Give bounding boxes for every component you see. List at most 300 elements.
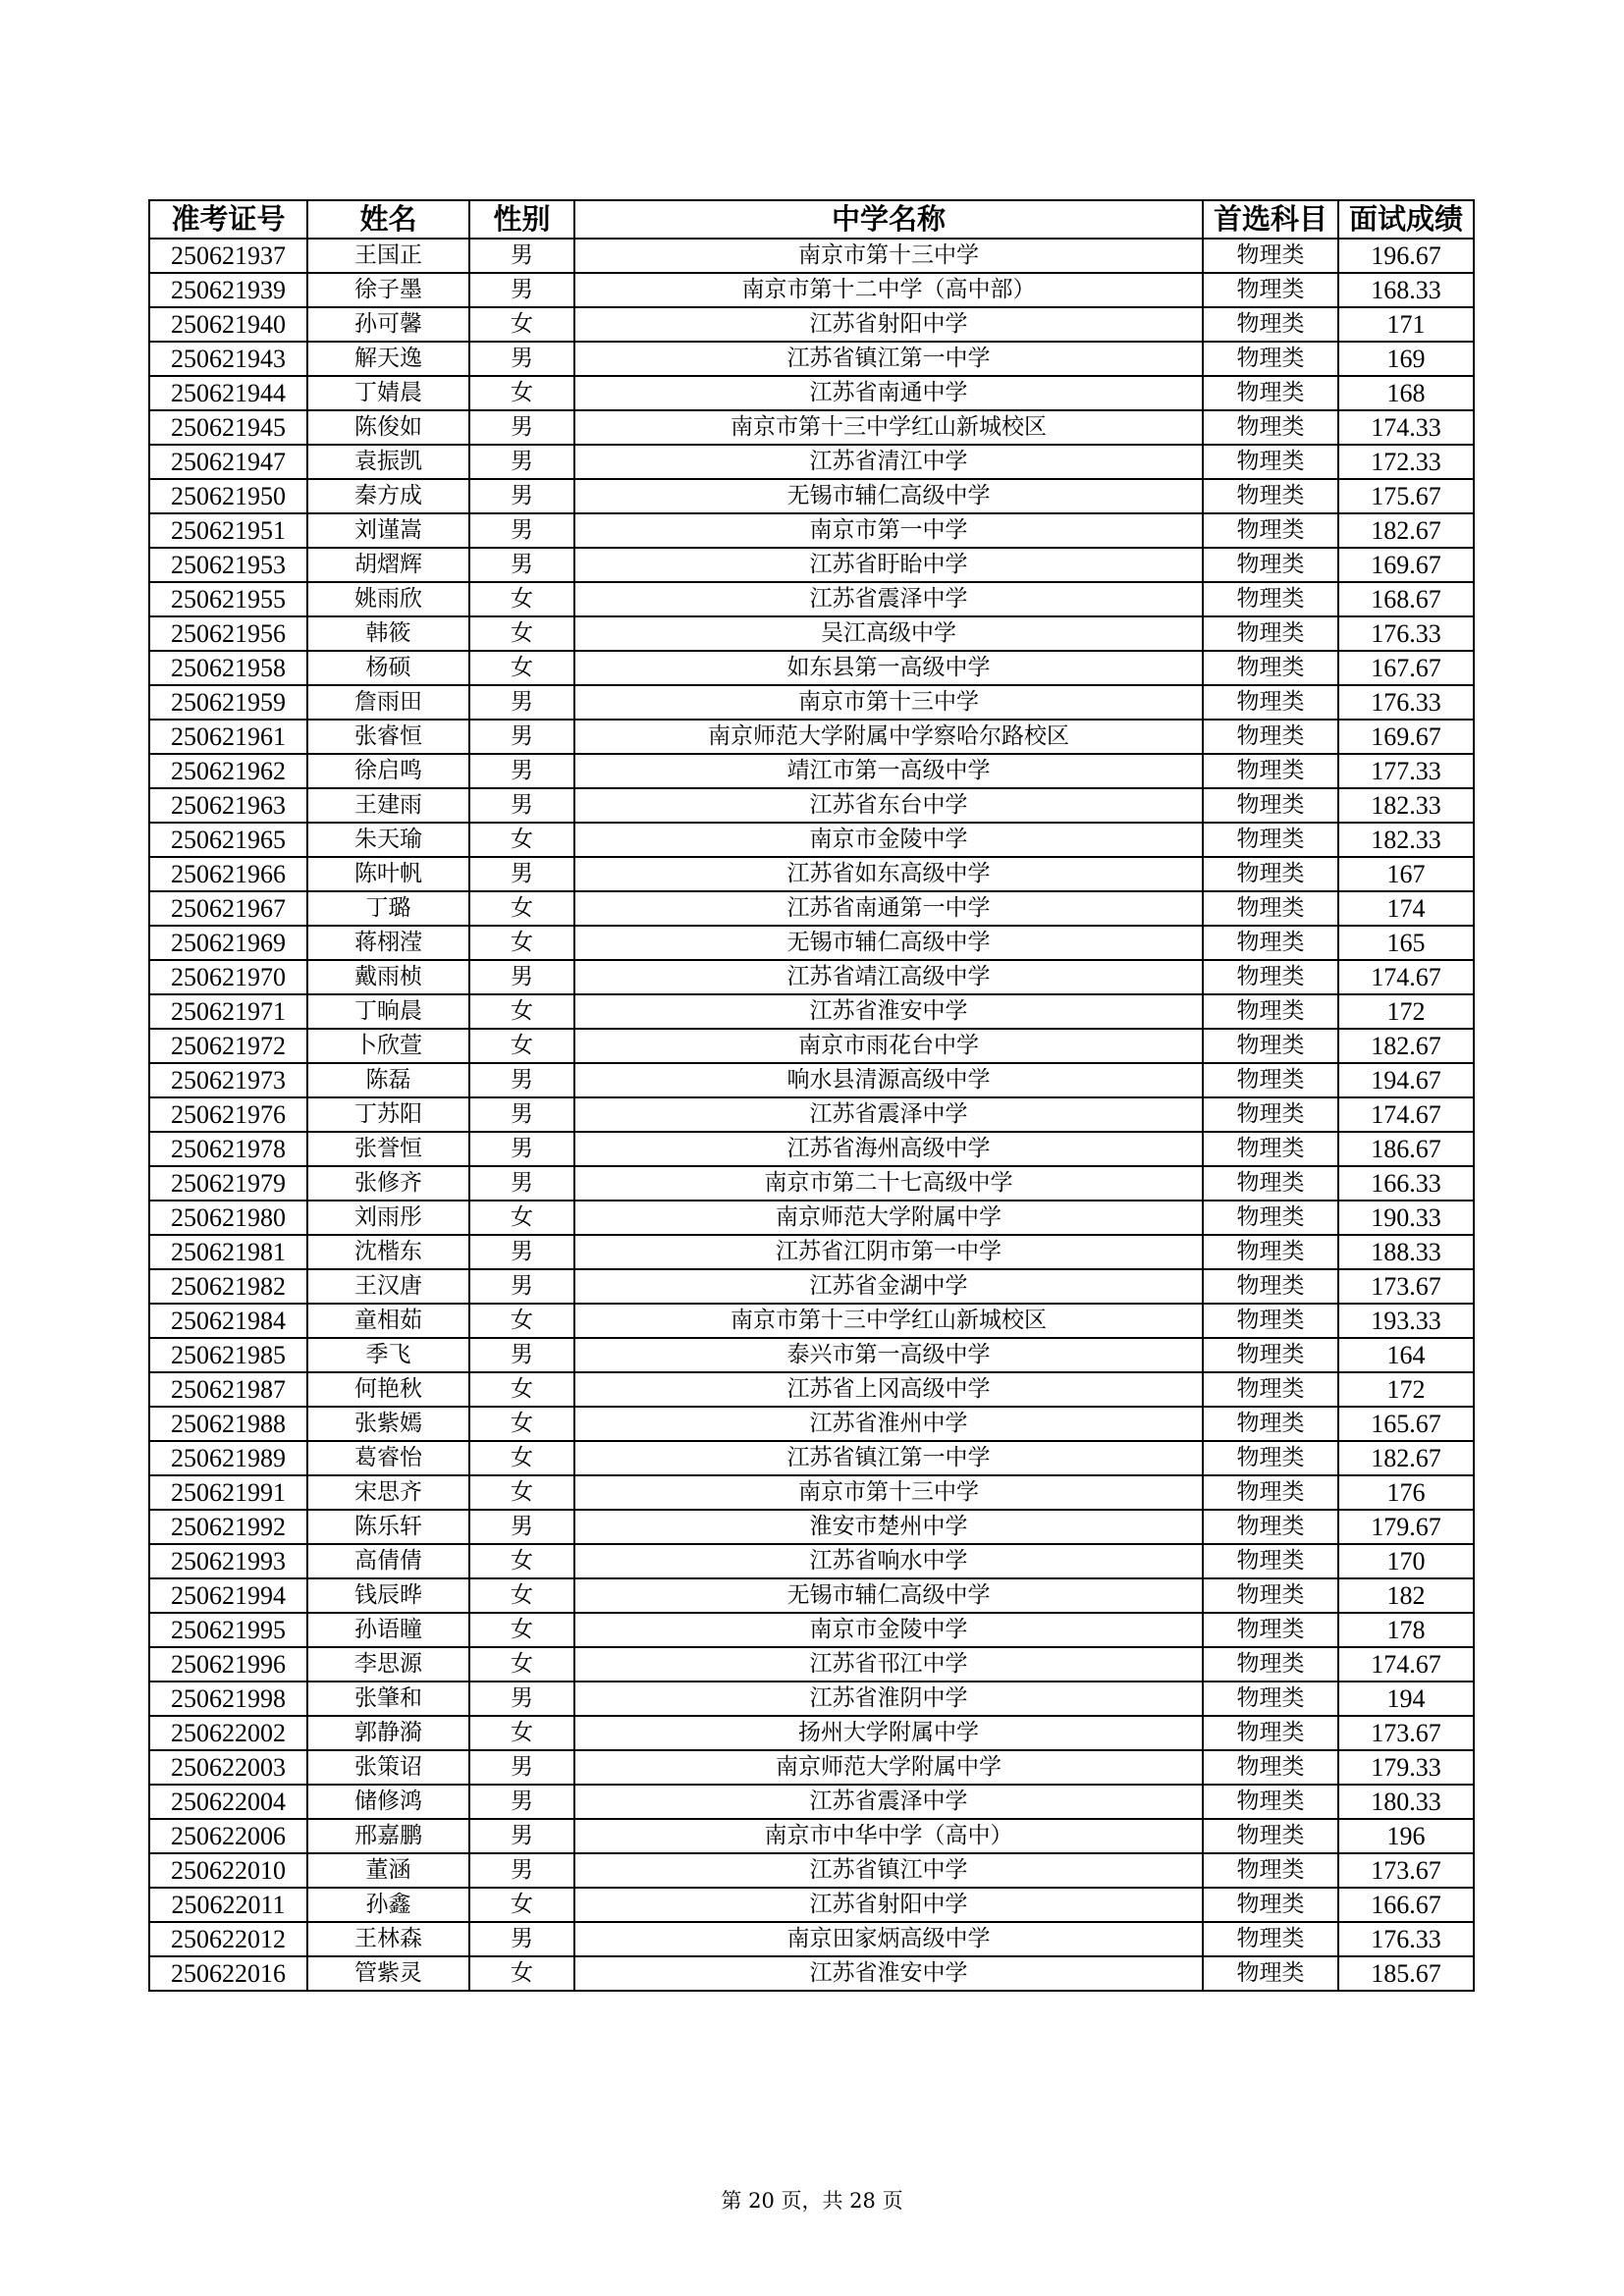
gender-cell: 男: [469, 410, 574, 445]
table-row: [149, 1922, 1474, 1956]
exam-id-cell: 250621978: [149, 1132, 307, 1166]
subject-cell: 物理类: [1203, 1888, 1338, 1922]
subject-cell: 物理类: [1203, 1785, 1338, 1819]
score-cell: 175.67: [1338, 479, 1474, 513]
exam-id-cell: 250621953: [149, 548, 307, 582]
score-cell: 179.67: [1338, 1510, 1474, 1544]
name-cell: 蒋栩滢: [307, 926, 469, 960]
gender-cell: 女: [469, 651, 574, 685]
exam-id-cell: 250621972: [149, 1029, 307, 1063]
school-cell: 江苏省东台中学: [574, 788, 1203, 823]
score-cell: 172.33: [1338, 445, 1474, 479]
school-cell: 泰兴市第一高级中学: [574, 1338, 1203, 1372]
gender-cell: 男: [469, 513, 574, 548]
exam-id-cell: 250621993: [149, 1544, 307, 1578]
school-cell: 江苏省如东高级中学: [574, 857, 1203, 891]
gender-cell: 女: [469, 1578, 574, 1613]
school-cell: 江苏省上冈高级中学: [574, 1372, 1203, 1407]
school-cell: 江苏省盱眙中学: [574, 548, 1203, 582]
gender-cell: 女: [469, 994, 574, 1029]
school-cell: 南京师范大学附属中学: [574, 1750, 1203, 1785]
table-row: [149, 1578, 1474, 1613]
score-cell: 174.67: [1338, 1097, 1474, 1132]
name-cell: 姚雨欣: [307, 582, 469, 616]
school-cell: 江苏省淮安中学: [574, 994, 1203, 1029]
gender-cell: 女: [469, 1201, 574, 1235]
table-row: [149, 410, 1474, 445]
gender-cell: 男: [469, 1166, 574, 1201]
score-cell: 190.33: [1338, 1201, 1474, 1235]
school-cell: 南京师范大学附属中学察哈尔路校区: [574, 720, 1203, 754]
table-row: [149, 1166, 1474, 1201]
school-cell: 南京市第一中学: [574, 513, 1203, 548]
table-row: [149, 1956, 1474, 1991]
score-cell: 172: [1338, 1372, 1474, 1407]
gender-cell: 男: [469, 1063, 574, 1097]
name-cell: 徐子墨: [307, 273, 469, 307]
school-cell: 南京田家炳高级中学: [574, 1922, 1203, 1956]
score-cell: 186.67: [1338, 1132, 1474, 1166]
name-cell: 管紫灵: [307, 1956, 469, 1991]
school-cell: 江苏省清江中学: [574, 445, 1203, 479]
subject-cell: 物理类: [1203, 1510, 1338, 1544]
school-cell: 江苏省邗江中学: [574, 1647, 1203, 1682]
subject-cell: 物理类: [1203, 376, 1338, 410]
table-row: [149, 823, 1474, 857]
name-cell: 王林森: [307, 1922, 469, 1956]
score-cell: 169.67: [1338, 548, 1474, 582]
exam-id-cell: 250621959: [149, 685, 307, 720]
subject-cell: 物理类: [1203, 1682, 1338, 1716]
subject-cell: 物理类: [1203, 273, 1338, 307]
exam-id-cell: 250621944: [149, 376, 307, 410]
school-cell: 南京市第十三中学: [574, 1475, 1203, 1510]
gender-cell: 男: [469, 1922, 574, 1956]
subject-cell: 物理类: [1203, 616, 1338, 651]
name-cell: 孙语瞳: [307, 1613, 469, 1647]
subject-cell: 物理类: [1203, 788, 1338, 823]
subject-cell: 物理类: [1203, 342, 1338, 376]
subject-cell: 物理类: [1203, 239, 1338, 273]
score-cell: 172: [1338, 994, 1474, 1029]
name-cell: 储修鸿: [307, 1785, 469, 1819]
score-cell: 176.33: [1338, 1922, 1474, 1956]
school-cell: 江苏省淮阴中学: [574, 1682, 1203, 1716]
name-cell: 张紫嫣: [307, 1407, 469, 1441]
gender-cell: 男: [469, 857, 574, 891]
subject-cell: 物理类: [1203, 857, 1338, 891]
table-row: [149, 239, 1474, 273]
subject-cell: 物理类: [1203, 1338, 1338, 1372]
table-row: [149, 1544, 1474, 1578]
subject-cell: 物理类: [1203, 1544, 1338, 1578]
score-cell: 194.67: [1338, 1063, 1474, 1097]
subject-cell: 物理类: [1203, 1853, 1338, 1888]
school-cell: 响水县清源高级中学: [574, 1063, 1203, 1097]
exam-id-cell: 250621947: [149, 445, 307, 479]
name-cell: 解天逸: [307, 342, 469, 376]
table-row: [149, 1201, 1474, 1235]
score-cell: 167: [1338, 857, 1474, 891]
name-cell: 卜欣萱: [307, 1029, 469, 1063]
score-cell: 185.67: [1338, 1956, 1474, 1991]
name-cell: 孙可馨: [307, 307, 469, 342]
score-cell: 193.33: [1338, 1304, 1474, 1338]
score-cell: 170: [1338, 1544, 1474, 1578]
score-cell: 165: [1338, 926, 1474, 960]
name-cell: 沈楷东: [307, 1235, 469, 1269]
subject-cell: 物理类: [1203, 1372, 1338, 1407]
gender-cell: 女: [469, 1956, 574, 1991]
name-cell: 郭静漪: [307, 1716, 469, 1750]
subject-cell: 物理类: [1203, 513, 1338, 548]
table-row: [149, 1853, 1474, 1888]
table-row: [149, 1304, 1474, 1338]
exam-id-cell: 250621969: [149, 926, 307, 960]
table-row: [149, 273, 1474, 307]
gender-cell: 男: [469, 754, 574, 788]
table-row: [149, 1647, 1474, 1682]
header-row: [149, 200, 1474, 239]
table-row: [149, 307, 1474, 342]
school-cell: 江苏省镇江第一中学: [574, 342, 1203, 376]
score-cell: 168.67: [1338, 582, 1474, 616]
table-row: [149, 1407, 1474, 1441]
exam-id-cell: 250621958: [149, 651, 307, 685]
subject-cell: 物理类: [1203, 1201, 1338, 1235]
gender-cell: 女: [469, 1441, 574, 1475]
exam-id-cell: 250621988: [149, 1407, 307, 1441]
subject-cell: 物理类: [1203, 960, 1338, 994]
table-row: [149, 1510, 1474, 1544]
score-cell: 178: [1338, 1613, 1474, 1647]
school-cell: 江苏省南通中学: [574, 376, 1203, 410]
name-cell: 张誉恒: [307, 1132, 469, 1166]
name-cell: 陈叶帆: [307, 857, 469, 891]
school-cell: 江苏省镇江第一中学: [574, 1441, 1203, 1475]
exam-id-cell: 250622004: [149, 1785, 307, 1819]
name-cell: 李思源: [307, 1647, 469, 1682]
school-cell: 江苏省震泽中学: [574, 582, 1203, 616]
name-cell: 陈磊: [307, 1063, 469, 1097]
score-cell: 165.67: [1338, 1407, 1474, 1441]
subject-cell: 物理类: [1203, 1063, 1338, 1097]
gender-cell: 男: [469, 1132, 574, 1166]
exam-id-cell: 250621965: [149, 823, 307, 857]
school-cell: 江苏省镇江中学: [574, 1853, 1203, 1888]
gender-cell: 男: [469, 342, 574, 376]
score-cell: 169.67: [1338, 720, 1474, 754]
school-cell: 南京市第二十七高级中学: [574, 1166, 1203, 1201]
exam-id-cell: 250621984: [149, 1304, 307, 1338]
name-cell: 丁婧晨: [307, 376, 469, 410]
gender-cell: 女: [469, 891, 574, 926]
exam-id-cell: 250621963: [149, 788, 307, 823]
table-row: [149, 1372, 1474, 1407]
gender-cell: 男: [469, 960, 574, 994]
name-cell: 董涵: [307, 1853, 469, 1888]
school-cell: 南京师范大学附属中学: [574, 1201, 1203, 1235]
score-table: [148, 199, 1475, 1992]
name-cell: 邢嘉鹏: [307, 1819, 469, 1853]
gender-cell: 女: [469, 307, 574, 342]
score-cell: 182.67: [1338, 1029, 1474, 1063]
school-cell: 扬州大学附属中学: [574, 1716, 1203, 1750]
name-cell: 秦方成: [307, 479, 469, 513]
name-cell: 葛睿怡: [307, 1441, 469, 1475]
table-row: [149, 582, 1474, 616]
table-row: [149, 548, 1474, 582]
name-cell: 詹雨田: [307, 685, 469, 720]
gender-cell: 女: [469, 1304, 574, 1338]
score-cell: 166.67: [1338, 1888, 1474, 1922]
gender-cell: 女: [469, 926, 574, 960]
table-row: [149, 685, 1474, 720]
exam-id-cell: 250621940: [149, 307, 307, 342]
name-cell: 丁璐: [307, 891, 469, 926]
score-cell: 182.67: [1338, 513, 1474, 548]
score-cell: 182: [1338, 1578, 1474, 1613]
name-cell: 朱天瑜: [307, 823, 469, 857]
school-cell: 如东县第一高级中学: [574, 651, 1203, 685]
subject-cell: 物理类: [1203, 926, 1338, 960]
table-row: [149, 1338, 1474, 1372]
school-cell: 南京市第十二中学（高中部）: [574, 273, 1203, 307]
score-cell: 180.33: [1338, 1785, 1474, 1819]
name-cell: 高倩倩: [307, 1544, 469, 1578]
name-cell: 王国正: [307, 239, 469, 273]
exam-id-cell: 250621939: [149, 273, 307, 307]
gender-cell: 女: [469, 582, 574, 616]
subject-cell: 物理类: [1203, 1029, 1338, 1063]
score-cell: 196: [1338, 1819, 1474, 1853]
exam-id-cell: 250621967: [149, 891, 307, 926]
school-cell: 无锡市辅仁高级中学: [574, 479, 1203, 513]
subject-cell: 物理类: [1203, 410, 1338, 445]
school-cell: 江苏省江阴市第一中学: [574, 1235, 1203, 1269]
exam-id-cell: 250621998: [149, 1682, 307, 1716]
school-cell: 江苏省射阳中学: [574, 307, 1203, 342]
score-cell: 164: [1338, 1338, 1474, 1372]
score-cell: 173.67: [1338, 1853, 1474, 1888]
school-cell: 靖江市第一高级中学: [574, 754, 1203, 788]
school-cell: 江苏省南通第一中学: [574, 891, 1203, 926]
gender-cell: 男: [469, 1097, 574, 1132]
name-cell: 刘雨彤: [307, 1201, 469, 1235]
name-cell: 童相茹: [307, 1304, 469, 1338]
score-cell: 173.67: [1338, 1269, 1474, 1304]
subject-cell: 物理类: [1203, 1647, 1338, 1682]
table-row: [149, 926, 1474, 960]
subject-cell: 物理类: [1203, 1716, 1338, 1750]
table-row: [149, 1475, 1474, 1510]
subject-cell: 物理类: [1203, 720, 1338, 754]
gender-cell: 男: [469, 1682, 574, 1716]
subject-cell: 物理类: [1203, 1304, 1338, 1338]
score-cell: 168.33: [1338, 273, 1474, 307]
name-cell: 张修齐: [307, 1166, 469, 1201]
score-cell: 174: [1338, 891, 1474, 926]
score-cell: 182.33: [1338, 788, 1474, 823]
school-cell: 江苏省淮州中学: [574, 1407, 1203, 1441]
score-cell: 176.33: [1338, 685, 1474, 720]
school-cell: 江苏省海州高级中学: [574, 1132, 1203, 1166]
table-row: [149, 1785, 1474, 1819]
name-cell: 张睿恒: [307, 720, 469, 754]
school-cell: 无锡市辅仁高级中学: [574, 1578, 1203, 1613]
subject-cell: 物理类: [1203, 1441, 1338, 1475]
header-score: 面试成绩: [1338, 200, 1474, 239]
exam-id-cell: 250621992: [149, 1510, 307, 1544]
school-cell: 江苏省响水中学: [574, 1544, 1203, 1578]
gender-cell: 女: [469, 1716, 574, 1750]
table-row: [149, 1132, 1474, 1166]
table-row: [149, 1235, 1474, 1269]
score-cell: 174.33: [1338, 410, 1474, 445]
subject-cell: 物理类: [1203, 1235, 1338, 1269]
gender-cell: 男: [469, 685, 574, 720]
school-cell: 江苏省震泽中学: [574, 1097, 1203, 1132]
name-cell: 胡熠辉: [307, 548, 469, 582]
school-cell: 南京市第十三中学: [574, 685, 1203, 720]
school-cell: 江苏省淮安中学: [574, 1956, 1203, 1991]
name-cell: 宋思齐: [307, 1475, 469, 1510]
subject-cell: 物理类: [1203, 1613, 1338, 1647]
school-cell: 南京市第十三中学红山新城校区: [574, 1304, 1203, 1338]
score-cell: 182.67: [1338, 1441, 1474, 1475]
exam-id-cell: 250622016: [149, 1956, 307, 1991]
exam-id-cell: 250621970: [149, 960, 307, 994]
score-cell: 182.33: [1338, 823, 1474, 857]
header-name: 姓名: [307, 200, 469, 239]
gender-cell: 女: [469, 1888, 574, 1922]
table-row: [149, 720, 1474, 754]
score-cell: 176: [1338, 1475, 1474, 1510]
table-row: [149, 1819, 1474, 1853]
exam-id-cell: 250621955: [149, 582, 307, 616]
page-footer: 第 20 页，共 28 页: [721, 2189, 903, 2213]
gender-cell: 女: [469, 1544, 574, 1578]
table-row: [149, 1888, 1474, 1922]
gender-cell: 男: [469, 1510, 574, 1544]
subject-cell: 物理类: [1203, 1097, 1338, 1132]
table-body: [149, 239, 1474, 1991]
gender-cell: 男: [469, 239, 574, 273]
exam-id-cell: 250621950: [149, 479, 307, 513]
gender-cell: 女: [469, 1029, 574, 1063]
exam-id-cell: 250622012: [149, 1922, 307, 1956]
gender-cell: 男: [469, 273, 574, 307]
gender-cell: 男: [469, 788, 574, 823]
gender-cell: 女: [469, 1475, 574, 1510]
gender-cell: 男: [469, 720, 574, 754]
table-row: [149, 754, 1474, 788]
exam-id-cell: 250621976: [149, 1097, 307, 1132]
subject-cell: 物理类: [1203, 685, 1338, 720]
school-cell: 南京市金陵中学: [574, 1613, 1203, 1647]
score-cell: 174.67: [1338, 960, 1474, 994]
table-row: [149, 891, 1474, 926]
subject-cell: 物理类: [1203, 307, 1338, 342]
school-cell: 南京市第十三中学红山新城校区: [574, 410, 1203, 445]
exam-id-cell: 250621956: [149, 616, 307, 651]
table-row: [149, 1029, 1474, 1063]
name-cell: 钱辰晔: [307, 1578, 469, 1613]
exam-id-cell: 250621937: [149, 239, 307, 273]
table-row: [149, 994, 1474, 1029]
subject-cell: 物理类: [1203, 548, 1338, 582]
table-row: [149, 857, 1474, 891]
table-row: [149, 479, 1474, 513]
subject-cell: 物理类: [1203, 891, 1338, 926]
exam-id-cell: 250621995: [149, 1613, 307, 1647]
score-cell: 167.67: [1338, 651, 1474, 685]
header-subject: 首选科目: [1203, 200, 1338, 239]
name-cell: 韩筱: [307, 616, 469, 651]
school-cell: 无锡市辅仁高级中学: [574, 926, 1203, 960]
name-cell: 张肇和: [307, 1682, 469, 1716]
gender-cell: 女: [469, 1372, 574, 1407]
gender-cell: 男: [469, 1235, 574, 1269]
score-cell: 173.67: [1338, 1716, 1474, 1750]
school-cell: 江苏省射阳中学: [574, 1888, 1203, 1922]
gender-cell: 男: [469, 445, 574, 479]
score-cell: 168: [1338, 376, 1474, 410]
score-cell: 169: [1338, 342, 1474, 376]
table-row: [149, 445, 1474, 479]
exam-id-cell: 250621985: [149, 1338, 307, 1372]
name-cell: 刘谨嵩: [307, 513, 469, 548]
table-row: [149, 1613, 1474, 1647]
name-cell: 王建雨: [307, 788, 469, 823]
header-gender: 性别: [469, 200, 574, 239]
table-row: [149, 1441, 1474, 1475]
name-cell: 袁振凯: [307, 445, 469, 479]
table-row: [149, 960, 1474, 994]
exam-id-cell: 250622011: [149, 1888, 307, 1922]
exam-id-cell: 250621962: [149, 754, 307, 788]
table-row: [149, 1750, 1474, 1785]
gender-cell: 男: [469, 479, 574, 513]
exam-id-cell: 250622010: [149, 1853, 307, 1888]
name-cell: 徐启鸣: [307, 754, 469, 788]
school-cell: 江苏省靖江高级中学: [574, 960, 1203, 994]
subject-cell: 物理类: [1203, 823, 1338, 857]
exam-id-cell: 250621966: [149, 857, 307, 891]
exam-id-cell: 250622003: [149, 1750, 307, 1785]
exam-id-cell: 250621971: [149, 994, 307, 1029]
gender-cell: 女: [469, 1613, 574, 1647]
school-cell: 江苏省震泽中学: [574, 1785, 1203, 1819]
gender-cell: 男: [469, 1269, 574, 1304]
score-cell: 176.33: [1338, 616, 1474, 651]
name-cell: 孙鑫: [307, 1888, 469, 1922]
gender-cell: 男: [469, 548, 574, 582]
school-cell: 南京市中华中学（高中）: [574, 1819, 1203, 1853]
name-cell: 杨硕: [307, 651, 469, 685]
subject-cell: 物理类: [1203, 754, 1338, 788]
gender-cell: 女: [469, 376, 574, 410]
table-row: [149, 1269, 1474, 1304]
subject-cell: 物理类: [1203, 1922, 1338, 1956]
header-exam-id: 准考证号: [149, 200, 307, 239]
gender-cell: 女: [469, 616, 574, 651]
score-cell: 177.33: [1338, 754, 1474, 788]
gender-cell: 男: [469, 1853, 574, 1888]
school-cell: 南京市金陵中学: [574, 823, 1203, 857]
score-cell: 179.33: [1338, 1750, 1474, 1785]
subject-cell: 物理类: [1203, 651, 1338, 685]
